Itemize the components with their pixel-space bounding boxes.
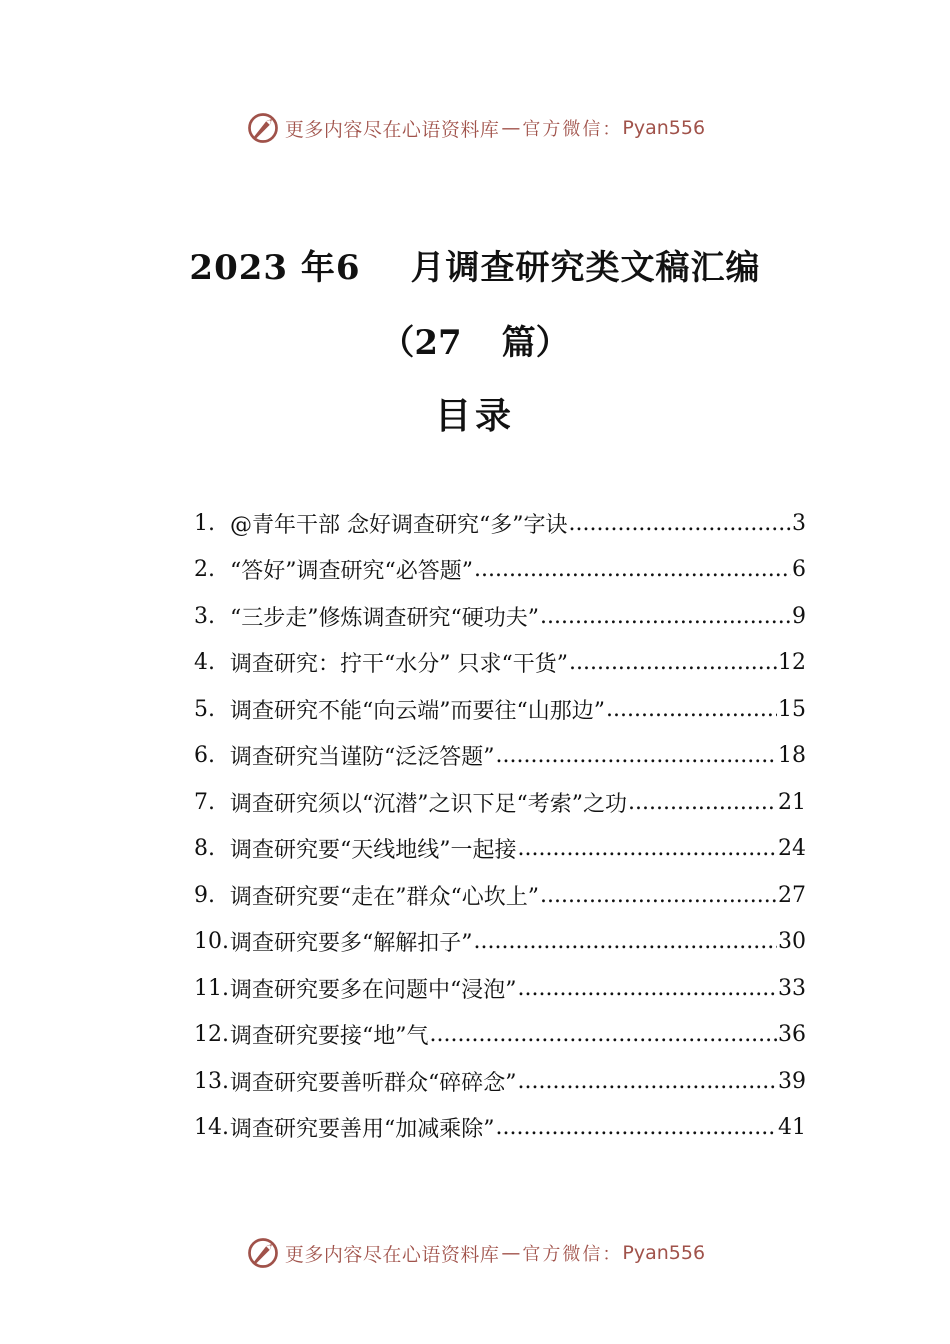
toc-item[interactable]: [194, 547, 806, 594]
document-title: [0, 240, 950, 289]
toc-item-number: 6.: [194, 743, 215, 769]
toc-item-title: 调查研究要接“地”气: [230, 1024, 429, 1050]
toc-item-leader-dots: [569, 511, 792, 536]
toc-item-number: 3.: [194, 603, 215, 629]
toc-item-title: 调查研究须以“沉潜”之识下足“考索”之功: [230, 791, 627, 817]
toc-item-leader-dots: [430, 1022, 778, 1047]
toc-item[interactable]: [194, 1105, 806, 1152]
banner-separator: —: [501, 1242, 521, 1264]
toc-item-leader-dots: [518, 976, 778, 1001]
toc-item-leader-dots: [569, 650, 777, 675]
title-main: 月调查研究类文稿汇编: [410, 248, 761, 288]
toc-item-number: 9.: [194, 882, 215, 908]
toc-item-number: 5.: [194, 696, 215, 722]
toc-item[interactable]: [194, 640, 806, 687]
toc-item-number: 8.: [194, 836, 215, 862]
toc-heading: 目录: [434, 395, 515, 437]
toc-item-page-number: 18: [778, 743, 806, 769]
toc-item[interactable]: [194, 1058, 806, 1105]
table-of-contents: [194, 500, 806, 1151]
pen-nib-logo-icon: [245, 110, 281, 146]
toc-item[interactable]: [194, 965, 806, 1012]
toc-item-page-number: 39: [778, 1068, 806, 1094]
toc-item-number: 11.: [194, 975, 229, 1001]
toc-item-leader-dots: [496, 743, 778, 768]
toc-item-page-number: 21: [778, 789, 806, 815]
toc-item-number: 7.: [194, 789, 215, 815]
banner-wechat-label: 官方微信：: [522, 119, 623, 140]
toc-item[interactable]: [194, 919, 806, 966]
toc-item-title: 调查研究要“走在”群众“心坎上”: [230, 884, 539, 910]
banner-wechat-id: Pyan556: [622, 117, 706, 139]
toc-item-leader-dots: [540, 883, 777, 908]
toc-item-title: 调查研究不能“向云端”而要往“山那边”: [230, 698, 605, 724]
toc-item-title: “答好”调查研究“必答题”: [230, 559, 473, 585]
toc-item-leader-dots: [540, 604, 791, 629]
footer-banner: [0, 1233, 950, 1273]
toc-item-number: 4.: [194, 650, 215, 676]
toc-item-page-number: 41: [778, 1115, 806, 1141]
subtitle-suffix: 篇）: [501, 323, 570, 363]
toc-item-leader-dots: [474, 929, 778, 954]
toc-item-page-number: 12: [778, 650, 806, 676]
toc-item-page-number: 33: [778, 975, 806, 1001]
toc-item-number: 13.: [194, 1068, 229, 1094]
toc-item[interactable]: [194, 500, 806, 547]
document-subtitle: [0, 315, 950, 364]
toc-item-page-number: 30: [778, 929, 806, 955]
banner-separator: —: [501, 117, 521, 139]
toc-item-title: 调查研究要善用“加减乘除”: [230, 1117, 495, 1143]
toc-item-leader-dots: [474, 557, 791, 582]
toc-item-number: 12.: [194, 1022, 229, 1048]
toc-item-number: 2.: [194, 557, 215, 583]
toc-item-title: @青年干部 念好调查研究“多”字诀: [230, 512, 568, 538]
toc-item-page-number: 9: [792, 603, 806, 629]
toc-item[interactable]: [194, 593, 806, 640]
toc-item-leader-dots: [496, 1115, 778, 1140]
toc-item-number: 1.: [194, 510, 215, 536]
banner-text: 更多内容尽在心语资料库: [284, 118, 500, 141]
toc-item-title: 调查研究要善听群众“碎碎念”: [230, 1070, 517, 1096]
toc-item[interactable]: [194, 872, 806, 919]
toc-item[interactable]: [194, 733, 806, 780]
toc-item-title: 调查研究当谨防“泛泛答题”: [230, 745, 495, 771]
toc-item[interactable]: [194, 779, 806, 826]
pen-nib-logo-icon: [245, 1235, 281, 1271]
toc-item-title: 调查研究要多在问题中“浸泡”: [230, 977, 517, 1003]
toc-item-number: 14.: [194, 1115, 229, 1141]
toc-item-page-number: 24: [778, 836, 806, 862]
toc-item-title: 调查研究要多“解解扣子”: [230, 931, 473, 957]
toc-item-page-number: 15: [778, 696, 806, 722]
toc-item-page-number: 3: [792, 510, 806, 536]
banner-wechat-id: Pyan556: [622, 1242, 706, 1264]
toc-item-leader-dots: [628, 790, 777, 815]
title-year: 2023 年: [189, 248, 336, 288]
toc-item-title: “三步走”修炼调查研究“硬功夫”: [230, 605, 539, 631]
banner-wechat-label: 官方微信：: [522, 1244, 623, 1265]
header-banner: [0, 108, 950, 148]
toc-item-leader-dots: [518, 836, 778, 861]
subtitle-count: 27: [414, 323, 462, 363]
toc-item-page-number: 36: [778, 1022, 806, 1048]
banner-text: 更多内容尽在心语资料库: [284, 1243, 500, 1266]
toc-item[interactable]: [194, 826, 806, 873]
toc-item[interactable]: [194, 686, 806, 733]
title-month-number: 6: [335, 248, 361, 288]
toc-item-title: 调查研究要“天线地线”一起接: [230, 838, 517, 864]
toc-item[interactable]: [194, 1012, 806, 1059]
toc-item-leader-dots: [518, 1069, 778, 1094]
toc-item-title: 调查研究：拧干“水分” 只求“干货”: [230, 652, 568, 678]
toc-item-page-number: 27: [778, 882, 806, 908]
toc-item-page-number: 6: [792, 557, 806, 583]
toc-item-number: 10.: [194, 929, 229, 955]
toc-item-leader-dots: [606, 697, 777, 722]
subtitle-open-paren: （: [380, 323, 415, 363]
